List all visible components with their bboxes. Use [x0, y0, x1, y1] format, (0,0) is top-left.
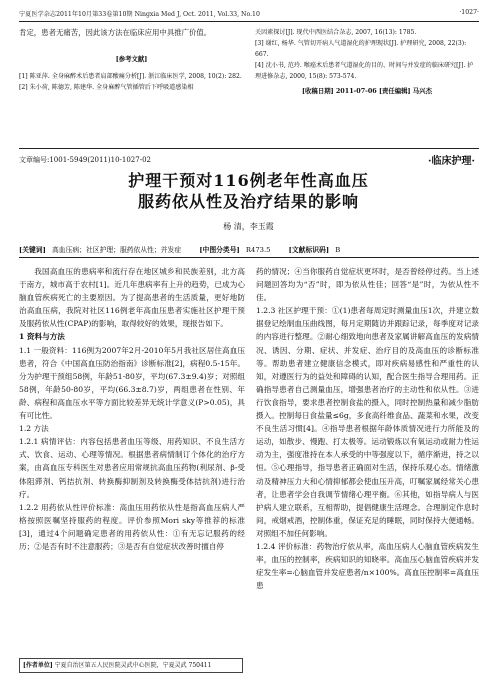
body-paragraph: 1.2.1 病情评估：内容包括患者血压等级、用药知识、不良生活方式、饮食、运动、心理等情况。根据患者病情制订个体化的治疗方案，由高血压专科医生对患者应用常规抗高血压药物(利尿剂、β-受体阻滞剂、钙拮抗剂、转换酶抑制剂及转换酶受体拮抗剂)进行治疗。: [19, 437, 245, 499]
keywords: 高血压病；社区护理；服药依从性；并发症: [52, 246, 182, 254]
journal-header-text: 宁夏医学杂志2011年10月第33卷第10期 Ningxia Med J, Oct. 2011, Vol.33, No.10: [19, 11, 260, 18]
reference-item: [3] 谢红, 杨华. 气管切开病人气道湿化的护理现状[J]. 护理研究, 2008, 22(3): 667.: [255, 40, 467, 58]
subsection-heading: 1.2 方法: [19, 424, 49, 434]
reference-item: [2] 朱小荷, 陈德芳, 陈建华. 全身麻醉气管插管后下呼吸道感染相: [19, 83, 194, 91]
reference-item: [1] 陈亚萍. 全身麻醉术后患者肩部酸痛分析[J]. 浙江临床医学, 2008, 10(2): 282.: [19, 72, 242, 80]
intro-paragraph: 我国高血压的患病率和流行存在地区城乡和民族差别，北方高于南方，城市高于农村[1]。近几年患病率有上升的趋势，已成为心脑血管疾病死亡的主要原因。为了提高患者的生活质量，更好地防治高血压病，我院对社区116例老年高血压患者实施社区护理干预及服药依从性(CPAP)的影响，取得较好的效果，现报告如下。: [19, 267, 245, 329]
doc-code: B: [335, 246, 341, 254]
references-title: [参考文献]: [115, 54, 148, 63]
article-title-line-1: 护理干预对116例老年性高血压: [128, 171, 369, 190]
received-date-line: [收稿日期] 2011-07-06 [责任编辑] 马兴杰: [302, 87, 432, 95]
page-number: ·1027·: [459, 9, 479, 16]
article-title-line-2: 服药依从性及治疗结果的影响: [137, 192, 359, 211]
author-note-text: 宁夏自治区第五人民医院灵武中心医院，宁夏灵武 750411: [54, 662, 212, 669]
doc-code-label: [文献标识码]: [288, 246, 330, 254]
section-rule: [19, 148, 479, 149]
right-column: [256, 265, 479, 592]
keywords-rule: [19, 257, 479, 258]
header-rule: [19, 21, 479, 22]
author-note: [19, 658, 243, 673]
running-header: [19, 9, 479, 19]
keywords-line: [19, 244, 479, 254]
section-heading: 1 资料与方法: [19, 332, 65, 342]
body-paragraph: 1.2.3 社区护理干预：①(1)患者每周定时测量血压1次，并建立数据登记绘制血压曲线图，每月定期随访并跟踪记录，每季度对记录的内容进行整理。②耐心细致地向患者及家属讲解高血压的发病情况、诱因、分期、症状、并发症、治疗目的及高血压的诊断标准等。帮助患者建立健康信念模式，即对疾病易感性和严重性的认知，对遵医行为的益处和障碍的认知，配合医生指导合理用药。正确指导患者自己测量血压，增强患者治疗的主动性和依从性。③进行饮食指导，要求患者控制食盐的摄入，同时控制热量和减少脂肪摄入。控制每日食盐量≤6g，多食高纤维食品、蔬菜和水果，改变不良生活习惯[4]。④指导患者根据年龄体质情况进行力所能及的运动，如散步、慢跑、打太极等。运动锻炼以有氧运动或耐力性运动为主，强度准持在本人承受的中等强度以下，循序渐进，持之以恒。⑤心理指导，指导患者正确面对生活，保持乐观心态。情绪激动及精神压力大和心情抑郁都会使血压升高，叮嘱家属经常关心患者，让患者学会自我调节情绪心理平衡。⑥其他，如指导病人与医护病人建立联系，互相帮助，提倡健康生活理念。合理制定作息时间，戒烟戒酒，控制体重，保证充足的睡眠，同时保持大便通畅。对照组不加任何影响。: [256, 306, 479, 538]
author-note-label: [作者单位]: [23, 662, 53, 669]
article-number: 文章编号:1001-5949(2011)10-1027-02: [19, 156, 151, 164]
column-label: ·临床护理·: [428, 156, 475, 167]
reference-item: 关因素探讨[J]. 现代中西医结合杂志, 2007, 16(13): 1785.: [255, 29, 417, 36]
keywords-label: [关键词]: [19, 246, 46, 254]
clc-code: R473.5: [245, 246, 271, 254]
body-paragraph: 药的情况；④当你服药自觉症状更坏时，是否曾经停过药。当上述问题回答均为“否”时，即为依从性佳；回答“是”时，为依从性不佳。: [256, 267, 479, 303]
body-paragraph: 1.2.2 用药依从性评价标准：高血压用药依从性是指高血压病人严格按照医嘱坚持服药的程度。评价参照Mori sky等推荐的标准[3]，通过4个问题确定患者的用药依从性：①有无忘记服药的经历；②是否有时不注意服药；③是否有自觉症状改善时擅自停: [19, 502, 245, 551]
top-left-block: [19, 27, 244, 93]
continuation-text: 肯定，患者无痛苦，因此该方法在临床应用中具推广价值。: [19, 28, 212, 37]
body-paragraph: 1.1 一般资料：116例为2007年2月-2010年5月我社区居住高血压患者，符合《中国高血压防治指南》诊断标准[2]，病程0.5-15年。分为护理干预组58例，年龄51-80岁，平均(67.3±9.4)岁；对照组58例，年龄50-80岁，平均(66.3±8.7)岁，两组患者在性别、年龄、病程和高血压水平等方面比较差异无统计学意义(P>0.05)，具有可比性。: [19, 345, 245, 421]
body-paragraph: 1.2.4 评价标准：药物治疗依从率，高血压病人心脑血管疾病发生率，血压的控制率，疾病知识的知晓率。高血压心脑血管疾病并发症发生率=心脑血管并发症患者/n×100%。高血压控制率=高血压患: [256, 541, 479, 591]
clc-label: [中图分类号]: [199, 246, 240, 254]
top-right-block: [255, 27, 479, 95]
left-column: [19, 265, 245, 553]
reference-item: [4] 沈小书, 范玲. 喉癌术后患者气道湿化的目的、时间与并发症的临床研究[J]. 护理进修杂志, 2000, 15(8): 573-574.: [255, 62, 474, 80]
authors: 杨 清，李玉霞: [223, 222, 274, 231]
